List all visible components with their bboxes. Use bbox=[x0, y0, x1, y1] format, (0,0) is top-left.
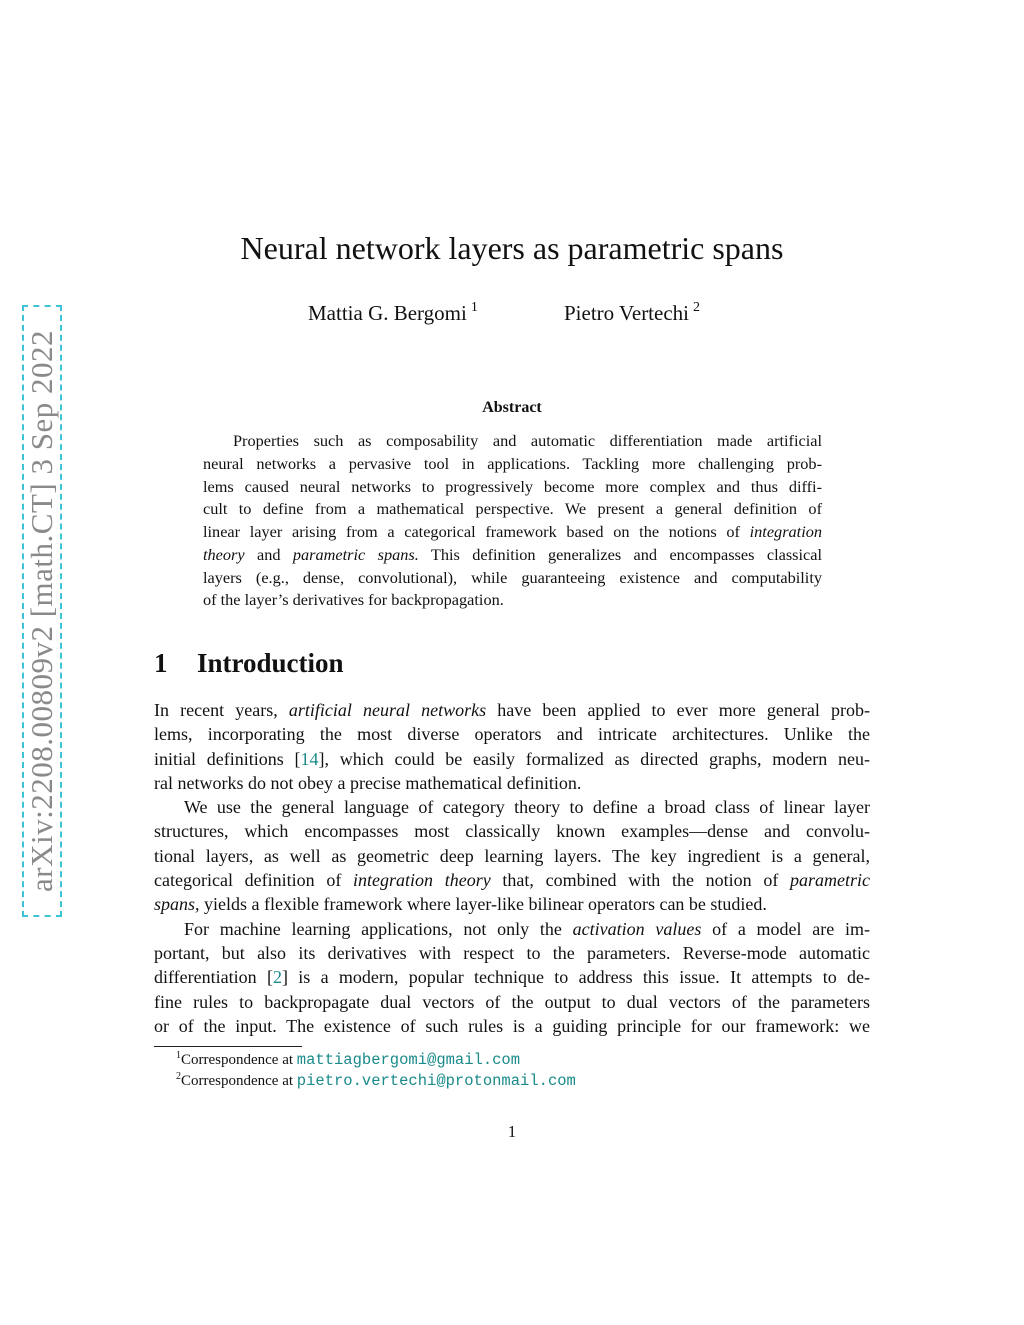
footnote-number: 1 bbox=[176, 1050, 181, 1061]
footnote-2 bbox=[176, 1071, 576, 1092]
citation-link[interactable]: 2 bbox=[272, 967, 282, 988]
emphasis: theory bbox=[203, 544, 245, 564]
emphasis: integration theory bbox=[353, 870, 491, 891]
text-line: We use the general language of category theory to define a broad class of linear layer bbox=[184, 797, 870, 818]
text-line: neural networks a pervasive tool in applications. Tackling more challenging prob- bbox=[203, 453, 822, 473]
text-line: ral networks do not obey a precise mathematical definition. bbox=[154, 772, 582, 793]
text-line bbox=[154, 917, 870, 941]
text-line: tional layers, as well as geometric deep learning layers. The key ingredient is a general, bbox=[154, 845, 870, 866]
text-line: portant, but also its derivatives with respect to the parameters. Reverse-mode automatic bbox=[154, 942, 870, 963]
author-bergomi bbox=[308, 298, 478, 328]
text-line: cult to define from a mathematical perspective. We present a general definition of bbox=[203, 499, 822, 519]
arxiv-stamp[interactable] bbox=[22, 305, 62, 917]
footnote-text: Correspondence at bbox=[181, 1052, 297, 1068]
text-line bbox=[203, 521, 822, 544]
text-line: lems caused neural networks to progressively become more complex and thus diffi- bbox=[203, 476, 822, 496]
text-run: initial definitions [ bbox=[154, 748, 301, 769]
citation-link[interactable]: 14 bbox=[300, 748, 319, 769]
text-run: For machine learning applications, not only the bbox=[184, 918, 573, 939]
section-number: 1 bbox=[154, 648, 168, 678]
text-line bbox=[154, 868, 870, 892]
section-title: Introduction bbox=[197, 648, 344, 678]
text-line: lems, incorporating the most diverse operators and intricate architectures. Unlike the bbox=[154, 724, 870, 745]
page-number: 1 bbox=[507, 1122, 517, 1141]
footnote-mark[interactable]: 2 bbox=[693, 300, 700, 315]
footnote-mark[interactable]: 1 bbox=[470, 300, 478, 315]
text-run: and bbox=[244, 544, 293, 564]
body-text bbox=[154, 698, 870, 1038]
arxiv-identifier: arXiv:2208.00809v2 [math.CT] 3 Sep 2022 bbox=[24, 330, 59, 892]
text-run: In recent years, bbox=[154, 700, 289, 720]
text-line bbox=[154, 747, 870, 771]
footnote-text: Correspondence at bbox=[181, 1073, 297, 1089]
author-vertechi bbox=[564, 298, 700, 328]
text-line: fine rules to backpropagate dual vectors of the output to dual vectors of the parameters bbox=[154, 991, 870, 1012]
text-run: ], which could be easily formalized as directed graphs, modern neu- bbox=[318, 748, 870, 769]
email-link[interactable]: mattiagbergomi@gmail.com bbox=[296, 1051, 521, 1069]
text-run: linear layer arising from a categorical framework based on the notions of bbox=[203, 522, 750, 541]
text-run: , yields a flexible framework where layer-like bilinear operators can be studied. bbox=[195, 894, 767, 915]
text-run: categorical definition of bbox=[154, 870, 354, 891]
emphasis: parametric bbox=[790, 870, 871, 891]
text-run: of a model are im- bbox=[701, 918, 871, 939]
text-run: that, combined with the notion of bbox=[490, 870, 791, 891]
text-line: structures, which encompasses most classically known examples—dense and convolu- bbox=[154, 821, 870, 842]
emphasis: artificial neural networks bbox=[288, 700, 487, 720]
text-line: Properties such as composability and automatic differentiation made artificial bbox=[233, 431, 822, 450]
abstract-heading: Abstract bbox=[482, 399, 542, 416]
author-name: Pietro Vertechi bbox=[564, 301, 689, 325]
text-run: This definition generalizes and encompasses classical bbox=[418, 544, 822, 564]
text-line bbox=[154, 698, 870, 722]
section-heading bbox=[154, 645, 344, 681]
text-run: ] is a modern, popular technique to address this issue. It attempts to de- bbox=[281, 967, 871, 988]
email-link[interactable]: pietro.vertechi@protonmail.com bbox=[296, 1072, 576, 1090]
footnote-number: 2 bbox=[176, 1071, 181, 1082]
text-run: differentiation [ bbox=[154, 967, 273, 988]
emphasis: activation values bbox=[572, 918, 702, 939]
text-line bbox=[154, 965, 870, 989]
text-run: have been applied to ever more general prob- bbox=[486, 700, 870, 720]
emphasis: parametric spans. bbox=[292, 544, 419, 564]
text-line: of the layer’s derivatives for backpropagation. bbox=[203, 590, 504, 610]
footnote-rule bbox=[154, 1046, 302, 1047]
text-line bbox=[154, 892, 870, 916]
emphasis: spans bbox=[154, 894, 196, 915]
abstract-text bbox=[203, 430, 822, 612]
author-list bbox=[154, 298, 870, 330]
paper-title: Neural network layers as parametric spans bbox=[240, 230, 784, 266]
emphasis: integration bbox=[749, 522, 822, 541]
text-line: or of the input. The existence of such rules is a guiding principle for our framework: we bbox=[154, 1015, 870, 1036]
footnote-1 bbox=[176, 1050, 576, 1071]
text-line bbox=[203, 544, 822, 567]
author-name: Mattia G. Bergomi bbox=[308, 301, 467, 325]
text-line: layers (e.g., dense, convolutional), while guaranteeing existence and computability bbox=[203, 567, 822, 587]
footnotes bbox=[176, 1050, 576, 1092]
